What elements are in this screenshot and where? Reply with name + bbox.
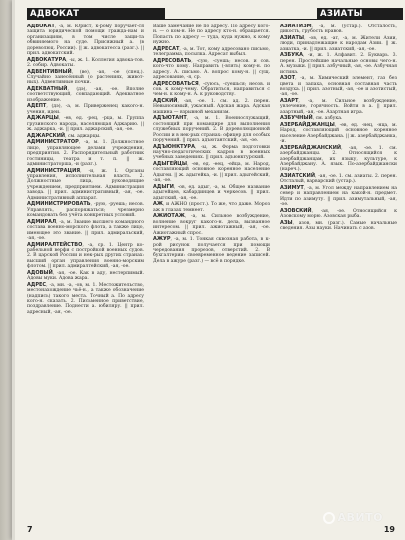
entry-headword: АДВОКАТУРА (27, 56, 67, 63)
entry-definition: -а, мн. -а, -ов, м. 1. Местожительство, местонахождение чьё-н., а также обозначение (надпись) такого места. Точный а. По адресу кого-н. сказать. 2. Письменное приветствие, поздравление. Поднести а. юбиляру. || прил. адресный, -ая, -ое. (27, 282, 144, 315)
dictionary-entry: АЖ, и АЖНО (прост.). То же, что даже. Мороз аж в глазах темнеет. (153, 201, 270, 213)
entry-headword: АДРЕС (27, 281, 47, 288)
page-number-right: 19 (383, 525, 395, 534)
entry-headword: АЗЕРБАЙДЖАНЦЫ (280, 122, 335, 129)
entry-definition: (ве), -ая, -ое (спец.). Случайно занесённый (о растениях, живот-ных). Адвентивные почки. (27, 69, 144, 86)
entry-definition: Ваше замечание не по адресу. По адресу кого-н. — о ком-н. Не по адресу кто-н. обращается. Попасть по адресу — туда, куда нужно, к кому нужно. (153, 24, 270, 46)
entry-definition: -ы, ж. Форма подготовки научно-педагогических кадров в военных учебных заведениях. || прил. адъюнктурский. (153, 144, 270, 161)
entry-definition: -ая, -ое. 1. см. ад. 2. перен. Невыносимый, ужасный. Адская жара. Адская машина — взрывной механизм. (153, 99, 270, 115)
entry-headword: АДМИНИСТРИРОВАТЬ (27, 201, 91, 208)
dictionary-entry: АДЕПТ, (дэ), -а, м. Приверженец какого-н. учения, идеи. (27, 103, 144, 115)
entry-definition: -ов, ед. адыг, -а, м. Общее название адыгейцев, кабардинцев и черкесов. || прил. адыгский, -ая, -ое. (153, 184, 270, 201)
dictionary-entry: АЖУР, -а, м. 1. Тонкая сквозная работа, в к-рой рисунок получается при помощи чередования прорезов, отверстий. 2. В бухгалтерии: своевременное ведение записей. Дела в ажуре (разг.) — всё в порядке. (153, 236, 270, 264)
entry-definition: -ев, ед. -нец, -нца, м. Народ, составляющий основное коренное население Азербайджана. || ж. азербайджанка, -и. (280, 123, 397, 145)
entry-headword: АЗОТ (280, 75, 296, 82)
entry-definition: -а, м. 1. Должностное лицо, управляющее делами учреждения, предприятия. 2. Распорядительный работник гостиницы, театра и т. п. || ж. администраторша, -и (разг.). (27, 140, 144, 168)
entry-definition: -сую, -суешь; несов. и сов. кого-что кому. Направить (-влять) кому-н. по адресу. А. письмо. А. вопрос кому-н. || сущ. адресование, -я, ср. (153, 58, 270, 81)
running-header-right: АЗИАТЫ (317, 8, 403, 20)
dictionary-entry: АДМИНИСТРИРОВАТЬ, -рую, -руешь; несов. Управлять, распоряжаться; чрезмерно командовать без учёта конкретных условий. (27, 201, 144, 219)
column-1 (27, 24, 144, 512)
entry-definition: -а, м. 1. Военнослужащий, состоящий при командире для выполнения служебных поручений. 2. В дореволюционной России и в нек-рых странах: офицер для особых поручений. || прил. адъютантский, -ая, -ое. (153, 116, 270, 144)
dictionary-entry: АДРЕСОВАТЬ, -сую, -суешь; несов. и сов. кого-что кому. Направить (-влять) кому-н. по адресу. А. письмо. А. вопрос кому-н. || сущ. адресование, -я, ср. (153, 57, 270, 81)
dictionary-entry: АДЕКВАТНЫЙ, (дэ), -ая, -ое. Вполне соответствующий, совпадающий. Адекватное изображение. (27, 86, 144, 103)
entry-definition: -а, м. Звание высшего командного состава военно-морского флота, а также лицо, имеющее это звание. || прил. адмиральский, -ая, -ое. (27, 219, 144, 241)
entry-definition: -ая, -ое. 1. см. азиаты. 2. перен. Отсталый, варварский (устар.). (280, 174, 397, 185)
entry-headword: АДЕПТ (27, 103, 47, 110)
dictionary-entry: АЗИАТСКИЙ, -ая, -ое. 1. см. азиаты. 2. перен. Отсталый, варварский (устар.). (280, 173, 397, 185)
entry-headword: АДЪЮНКТУРА (153, 143, 195, 150)
header-rule (27, 19, 397, 20)
entry-definition: -а, м. Сильное возбуждение, волнение вокруг какого-н. дела, вызванное интересом. || прил. ажиотажный, -ая, -ое. Ажиотажный спрос. (153, 214, 270, 236)
entry-definition: -а, м. Химический элемент, газ без цвета и запаха, основная составная часть воздуха. || прил. азотный, -ая, -ое и азотистый, -ая, -ое. (280, 76, 397, 98)
entry-headword: АДРЕСОВАТЬ (153, 57, 192, 64)
dictionary-entry: АДЪЮНКТУРА, -ы, ж. Форма подготовки научно-педагогических кадров в военных учебных заведениях. || прил. адъюнктурский. (153, 143, 270, 161)
entry-definition: -а, м. (устар.). Отсталость, дикость, грубость нравов. (280, 24, 397, 35)
entry-headword: АДЫГЕЙЦЫ (153, 161, 188, 168)
dictionary-entry: АДЫГИ, -ов, ед. адыг, -а, м. Общее название адыгейцев, кабардинцев и черкесов. || прил. адыгский, -ая, -ое. (153, 183, 270, 201)
entry-definition: -и, ж. 1. Алфавит. 2. Букварь. 3. перен. Простейшие начальные основы чего-н. А. музыки. || прил. азбучный, -ая, -ое. Азбучная истина. (280, 53, 397, 75)
page-number-left: 7 (27, 525, 33, 534)
dictionary-entry: АЗБУКА, -и, ж. 1. Алфавит. 2. Букварь. 3. перен. Простейшие начальные основы чего-н. А. музыки. || прил. азбучный, -ая, -ое. Азбучная истина. (280, 52, 397, 75)
dictionary-page (12, 0, 405, 540)
page-shadow (12, 0, 15, 540)
entry-definition: (дэ), -ая, -ое. Вполне соответствующий, совпадающий. Адекватное изображение. (27, 87, 144, 103)
entry-headword: АЗИАТЫ (280, 35, 305, 41)
entry-definition: азов, мн. (разг.). Самые начальные сведения. Азы науки. Начинать с азов. (280, 220, 397, 232)
dictionary-entry: АЗЕРБАЙДЖАНСКИЙ, -ая, -ое. 1. см. азербайджанцы. 2. Относящийся к азербайджанцам, их языку, культуре, к Азербайджану. А. язык. По-азербайджански (нареч.). (280, 144, 397, 173)
entry-headword: АЗИАТСКИЙ (280, 173, 316, 180)
dictionary-entry: АДСКИЙ, -ая, -ое. 1. см. ад. 2. перен. Невыносимый, ужасный. Адская жара. Адская машина — взрывной механизм. (153, 98, 270, 115)
entry-definition: -ев, ед. -рец, -рца, м. Группа грузинского народа, населяющая Аджарию. || ж. аджарка, -и. || прил. аджарский, -ая, -ое. (27, 116, 144, 133)
column-2 (153, 24, 270, 512)
watermark-icon (323, 512, 335, 524)
entry-headword: АЖИОТАЖ (153, 213, 185, 220)
dictionary-entry: АЗОВСКИЙ, -ая, -ое. Относящийся к Азовскому морю. Азовская рыба. (280, 207, 397, 220)
entry-headword: АДВЕНТИВНЫЙ (27, 68, 72, 75)
entry-headword: АДМИНИСТРАТОР (27, 139, 79, 146)
dictionary-entry: АДМИРАЛТЕЙСТВО, -а, ср. 1. Центр ко-рабельной верфи с постройкой военных судов. 2. В царской России и нек-рых других странах: высший орган управления военно-морским флотом. || прил. адмиралтейский, -ая, -ое. (27, 241, 144, 270)
entry-headword: АДЪЮТАНТ (153, 115, 187, 122)
entry-definition: -ая, -ое. Как в аду, нестерпимый. Адовы муки. Адова жара. (27, 270, 144, 282)
entry-headword: АДМИРАЛТЕЙСТВО (27, 241, 83, 248)
book-spine (0, 0, 12, 540)
dictionary-entry: АДОВЫЙ, -ая, -ое. Как в аду, нестерпимый. Адовы муки. Адова жара. (27, 269, 144, 282)
dictionary-entry: АДВОКАТ, -а, м. Юрист, к-рому поручает-ся защита юридической помощи гражда-нам и организациям, в том числе защи-та обвиняемого на суде. Присяжный а. (в дореволюц. России). || ж. адвокатесса (разг.). || прил. адвокатский. (27, 24, 144, 57)
entry-definition: -рую, -руешь; несов. Управлять, распоряжаться; чрезмерно командовать без учёта конкретных условий. (27, 202, 144, 219)
entry-definition: -а, м. Тот, кому адресовано письмо, телеграмма, посылка. Адресат выбыл. (153, 46, 270, 58)
watermark (323, 511, 383, 524)
entry-definition: -ая, -ое. 1. см. азербайджанцы. 2. Относящийся к азербайджанцам, их языку, культуре, к Азербайджану. А. язык. По-азербайджански (нареч.). (280, 145, 397, 173)
entry-headword: АДСКИЙ (153, 98, 178, 105)
entry-definition: -суюсь, -суешься; несов. и сов. к кому-чему. Обратиться, направиться с чем-н. к кому-н. А. к руководству. (153, 81, 270, 98)
running-header-left: АДВОКАТ (27, 8, 165, 20)
entry-definition: -ы, ж. 1. Коллегия адвока-тов. 2. собир. Адвокаты. (27, 57, 144, 69)
entry-definition: -ая, -ое. Относящийся к Азовскому морю. Азовская рыба. (280, 208, 397, 220)
entry-definition: (дэ), -а, м. Приверженец какого-н. учения, идеи. (27, 104, 144, 115)
entry-definition: -а, м. Юрист, к-рому поручает-ся защита юридической помощи гражда-нам и организациям, в том числе защи-та обвиняемого на суде. Присяжный а. (в дореволюц. России). || ж. адвокатесса (разг.). || прил. адвокатский. (27, 24, 144, 57)
dictionary-entry: АДМИНИСТРАТОР, -а, м. 1. Должностное лицо, управляющее делами учреждения, предприятия. 2. Распорядительный работник гостиницы, театра и т. п. || ж. администраторша, -и (разг.). (27, 139, 144, 168)
entry-headword: АЗИАТИЗМ (280, 24, 312, 29)
dictionary-entry: АДЖАРЦЫ, -ев, ед. -рец, -рца, м. Группа грузинского народа, населяющая Аджарию. || ж. аджарка, -и. || прил. аджарский, -ая, -ое. (27, 115, 144, 133)
entry-headword: АДЕКВАТНЫЙ (27, 86, 68, 93)
entry-headword: АЗИМУТ (280, 185, 304, 192)
entry-headword: АЗБУЧНЫЙ (280, 115, 313, 122)
entry-definition: см. аджарцы. (68, 133, 101, 139)
entry-headword: АДРЕСОВАТЬСЯ (153, 80, 199, 87)
dictionary-entry: АЗЕРБАЙДЖАНЦЫ, -ев, ед. -нец, -нца, м. Народ, составляющий основное коренное население Азербайджана. || ж. азербайджанка, -и. (280, 122, 397, 145)
dictionary-entry (153, 24, 270, 46)
dictionary-entry: АДЖАРСКИЙ, см. аджарцы. (27, 132, 101, 139)
dictionary-entry: АДРЕС, -а, мн. -а, -ов, м. 1. Местожительство, местонахождение чьё-н., а также обозначение (надпись) такого места. Точный а. По адресу кого-н. сказать. 2. Письменное приветствие, поздравление. Поднести а. юбиляру. || прил. адресный, -ая, -ое. (27, 281, 144, 315)
dictionary-entry: АДВОКАТУРА, -ы, ж. 1. Коллегия адвока-тов. 2. собир. Адвокаты. (27, 56, 144, 69)
entry-headword: АДЫГИ (153, 183, 174, 190)
entry-headword: АЖ (153, 201, 163, 208)
dictionary-entry: АЖИОТАЖ, -а, м. Сильное возбуждение, волнение вокруг какого-н. дела, вызванное интересом. || прил. ажиотажный, -ая, -ое. Ажиотажный спрос. (153, 213, 270, 236)
entry-headword: АДМИРАЛ (27, 218, 57, 225)
dictionary-entry: АЗБУЧНЫЙ, см. азбука. (280, 115, 343, 122)
entry-definition: -а, м. 1. Тонкая сквозная работа, в к-рой рисунок получается при помощи чередования прорезов, отверстий. 2. В бухгалтерии: своевременное ведение записей. Дела в ажуре (разг.) — всё в порядке. (153, 237, 270, 264)
entry-definition: -а, ср. 1. Центр ко-рабельной верфи с постройкой военных судов. 2. В царской России и нек-рых других странах: высший орган управления военно-морским флотом. || прил. адмиралтейский, -ая, -ое. (27, 242, 144, 270)
dictionary-entry: АДЫГЕЙЦЫ, -ев, ед. -еец, -ейца, м. Народ, составляющий основное коренное население Адыгеи. || ж. адыгейка, -и. || прил. адыгейский, -ая, -ое. (153, 161, 270, 184)
dictionary-entry: АДМИНИСТРАЦИЯ, -и, ж. 1. Органы управления, исполнительная власть. 2. Должностные лица, руководящие учреждением, предприятием. Администрация завода. || прил. административный, -ая, -ое. Административный аппарат. (27, 167, 144, 201)
dictionary-entry: АЗИАТИЗМ, -а, м. (устар.). Отсталость, дикость, грубость нравов. (280, 24, 397, 35)
entry-definition: -ев, ед. -еец, -ейца, м. Народ, составляющий основное коренное население Адыгеи. || ж. адыгейка, -и. || прил. адыгейский, -ая, -ое. (153, 162, 270, 184)
dictionary-entry: АЗЫ, азов, мн. (разг.). Самые начальные сведения. Азы науки. Начинать с азов. (280, 219, 397, 232)
dictionary-entry: АЗИАТЫ, -ов, ед. -ат, -а, м. Жители Азии, люди, принадлежащие к народам Азии. || ж. азиатка, -и. || прил. азиатский, -ая, -ое. (280, 35, 397, 52)
entry-headword: АДОВЫЙ (27, 269, 53, 276)
entry-headword: АДЖАРСКИЙ (27, 132, 66, 139)
entry-headword: АДРЕСАТ (153, 45, 180, 52)
dictionary-entry: АЗАРТ, -а, м. Сильное возбуждение, увлечение, горячность. Войти в а. || прил. азартный, -ая, -ое. Азартная игра. (280, 98, 397, 115)
entry-definition: -а, м. Угол между направлением на север и направлением на какой-н. предмет. Идти по азимуту. || прил. азимутальный, -ая, -ое. (280, 186, 397, 208)
entry-headword: АЗАРТ (280, 98, 299, 105)
entry-headword: АЖУР (153, 236, 171, 243)
dictionary-entry: АЗИМУТ, -а, м. Угол между направлением на север и направлением на какой-н. предмет. Идти по азимуту. || прил. азимутальный, -ая, -ое. (280, 185, 397, 208)
column-3 (280, 24, 397, 512)
dictionary-entry: АДМИРАЛ, -а, м. Звание высшего командного состава военно-морского флота, а также лицо, имеющее это звание. || прил. адмиральский, -ая, -ое. (27, 218, 144, 241)
entry-headword: АЗБУКА (280, 52, 304, 59)
entry-definition: -и, ж. 1. Органы управления, исполнительная власть. 2. Должностные лица, руководящие учреждением, предприятием. Администрация завода. || прил. административный, -ая, -ое. Административный аппарат. (27, 168, 144, 201)
entry-headword: АЗЕРБАЙДЖАНСКИЙ (280, 144, 342, 151)
entry-headword: АЗОВСКИЙ (280, 207, 312, 214)
dictionary-entry: АДРЕСАТ, -а, м. Тот, кому адресовано письмо, телеграмма, посылка. Адресат выбыл. (153, 45, 270, 58)
dictionary-entry: АДРЕСОВАТЬСЯ, -суюсь, -суешься; несов. и сов. к кому-чему. Обратиться, направиться с чем-н. к кому-н. А. к руководству. (153, 80, 270, 98)
entry-headword: АДМИНИСТРАЦИЯ (27, 167, 81, 174)
entry-definition: -а, м. Сильное возбуждение, увлечение, горячность. Войти в а. || прил. азартный, -ая, -ое. Азартная игра. (280, 99, 397, 115)
dictionary-entry: АЗОТ, -а, м. Химический элемент, газ без цвета и запаха, основная составная часть воздуха. || прил. азотный, -ая, -ое и азотистый, -ая, -ое. (280, 75, 397, 98)
watermark-text: АВИТО (337, 511, 383, 524)
entry-definition: и АЖНО (прост.). То же, что даже. Мороз аж в глазах темнеет. (153, 202, 270, 213)
entry-headword: АДВОКАТ (27, 24, 55, 29)
dictionary-entry: АДВЕНТИВНЫЙ, (ве), -ая, -ое (спец.). Случайно занесённый (о растениях, живот-ных). Адвентивные почки. (27, 68, 144, 86)
dictionary-entry: АДЪЮТАНТ, -а, м. 1. Военнослужащий, состоящий при командире для выполнения служебных поручений. 2. В дореволюционной России и в нек-рых странах: офицер для особых поручений. || прил. адъютантский, -ая, -ое. (153, 115, 270, 144)
entry-definition: -ов, ед. -ат, -а, м. Жители Азии, люди, принадлежащие к народам Азии. || ж. азиатка, -и. || прил. азиатский, -ая, -ое. (280, 36, 397, 52)
entry-headword: АЗЫ (280, 219, 293, 226)
entry-definition: см. азбука. (315, 116, 343, 122)
entry-headword: АДЖАРЦЫ (27, 115, 59, 122)
